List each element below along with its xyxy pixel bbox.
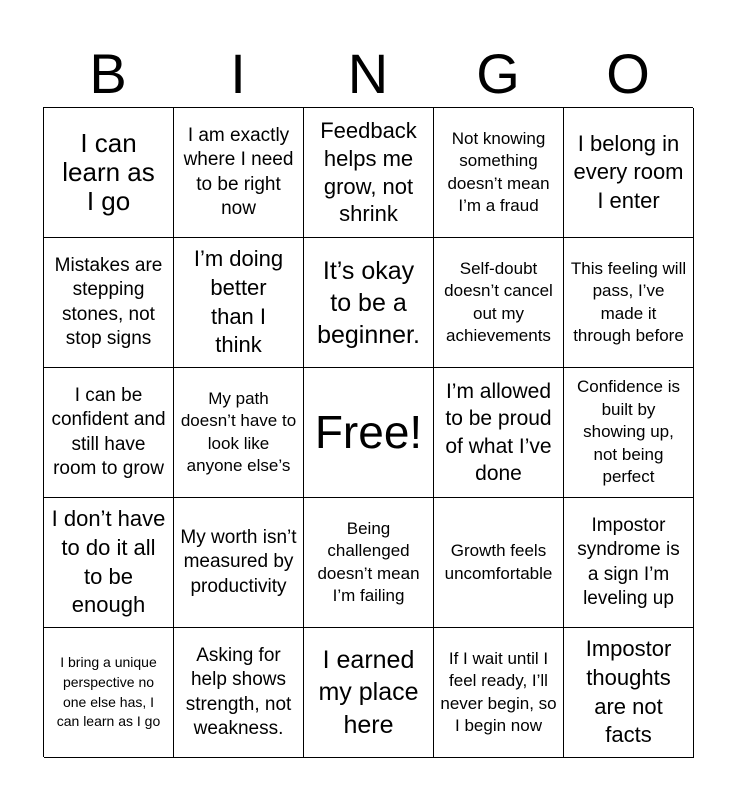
cell-text: I am exactly where I need to be right now [183, 124, 294, 219]
bingo-cell[interactable] [174, 108, 304, 238]
bingo-cell[interactable] [44, 498, 174, 628]
cell-text: Not knowing something doesn’t mean I’m a fraud [447, 128, 550, 215]
header-letter-o: O [606, 42, 650, 105]
bingo-header [43, 40, 693, 108]
cell-text: It’s okay to be a beginner. [317, 256, 420, 349]
bingo-cell[interactable] [434, 628, 564, 758]
free-space[interactable] [304, 368, 434, 498]
cell-text: I don’t have to do it all to be enough [51, 506, 166, 618]
bingo-board [43, 107, 693, 757]
cell-text: My worth isn’t measured by productivity [180, 527, 297, 597]
bingo-cell[interactable] [44, 238, 174, 368]
bingo-cell[interactable] [304, 628, 434, 758]
cell-text: I can be confident and still have room to grow [51, 384, 166, 479]
header-letter-n: N [347, 42, 389, 105]
bingo-cell[interactable] [434, 108, 564, 238]
bingo-cell[interactable] [564, 628, 694, 758]
cell-text: I earned my place here [318, 645, 419, 739]
bingo-cell[interactable] [174, 628, 304, 758]
cell-text: If I wait until I feel ready, I’ll never begin, so I begin now [440, 648, 557, 735]
cell-text: I’m allowed to be proud of what I’ve done [445, 379, 552, 485]
cell-text: Impostor syndrome is a sign I’m leveling up [577, 514, 680, 609]
bingo-cell[interactable] [564, 368, 694, 498]
cell-text: Being challenged doesn’t mean I’m failing [317, 518, 420, 605]
cell-text: I belong in every room I enter [573, 130, 684, 213]
bingo-cell[interactable] [44, 628, 174, 758]
bingo-cell[interactable] [44, 108, 174, 238]
cell-text: My path doesn’t have to look like anyone else’s [180, 388, 297, 475]
cell-text: Feedback helps me grow, not shrink [320, 117, 417, 227]
bingo-cell[interactable] [174, 368, 304, 498]
cell-text: This feeling will pass, I’ve made it through before [570, 258, 687, 345]
bingo-cell[interactable] [434, 498, 564, 628]
bingo-cell[interactable] [174, 498, 304, 628]
cell-text: Growth feels uncomfortable [444, 541, 553, 583]
cell-text: Mistakes are stepping stones, not stop signs [54, 254, 163, 349]
cell-text: I bring a unique perspective no one else has, I can learn as I go [56, 654, 161, 730]
bingo-cell[interactable] [44, 368, 174, 498]
header-letter-g: G [476, 42, 520, 105]
cell-text: Confidence is built by showing up, not being perfect [576, 377, 680, 487]
bingo-cell[interactable] [434, 368, 564, 498]
cell-text: Self-doubt doesn’t cancel out my achievements [444, 258, 553, 345]
bingo-cell[interactable] [564, 238, 694, 368]
bingo-cell[interactable] [304, 108, 434, 238]
bingo-cell[interactable] [304, 498, 434, 628]
header-letter-b: B [89, 42, 127, 105]
cell-text: Asking for help shows strength, not weakness. [185, 644, 292, 739]
cell-text: Impostor thoughts are not facts [585, 636, 672, 748]
free-space-label: Free! [314, 406, 423, 459]
bingo-cell[interactable] [564, 108, 694, 238]
cell-text: I’m doing better than I think [193, 246, 284, 358]
bingo-cell[interactable] [564, 498, 694, 628]
header-letter-i: I [230, 42, 246, 105]
cell-text: I can learn as I go [62, 127, 155, 217]
bingo-cell[interactable] [434, 238, 564, 368]
bingo-cell[interactable] [174, 238, 304, 368]
bingo-cell[interactable] [304, 238, 434, 368]
